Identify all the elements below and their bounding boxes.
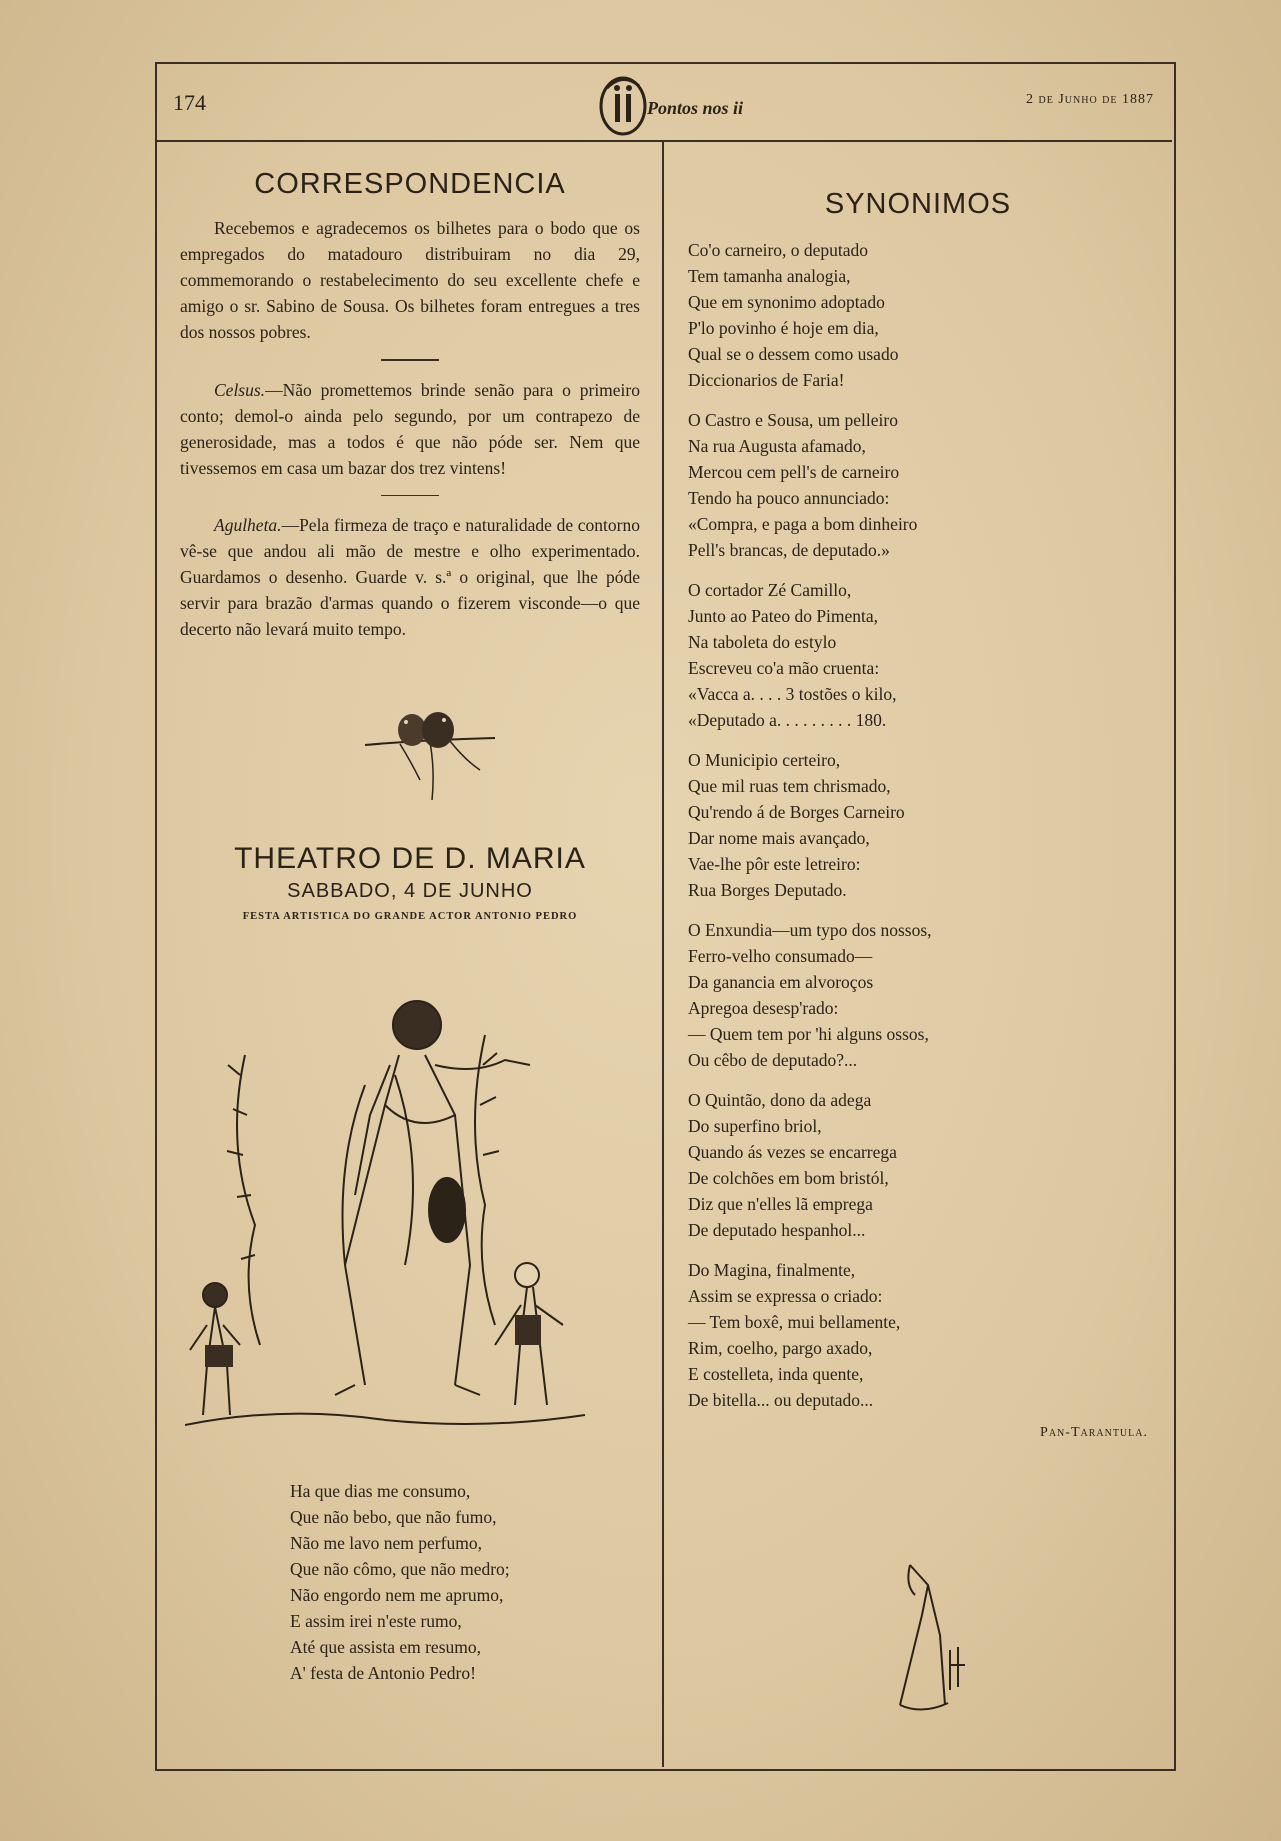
verse-line: Da ganancia em alvoroços [688, 972, 874, 992]
verse-line: Do superfino briol, [688, 1116, 822, 1136]
correspondencia-paragraph-celsus [180, 377, 640, 481]
poem-line: E assim irei n'este rumo, [290, 1611, 462, 1631]
poem-line: A' festa de Antonio Pedro! [290, 1663, 476, 1683]
theatre-title: THEATRO DE D. MARIA [234, 842, 586, 875]
verse-line: Mercou cem pell's de carneiro [688, 462, 900, 482]
verse-line: De colchões em bom bristól, [688, 1168, 889, 1188]
poem-block [290, 1478, 510, 1686]
hooded-figure-illustration [870, 1555, 980, 1715]
celsus-text: —Não promettemos brinde senão para o primeiro conto; demol-o ainda pelo segundo, por um contrapezo de generosidade, mas a todos é que não póde ser. Nem que tivessemos em casa um bazar dos trez vintens! [180, 379, 640, 478]
verse-line: Pell's brancas, de deputado.» [688, 540, 890, 560]
page-number: 174 [173, 90, 206, 115]
synonimos-title: SYNONIMOS [824, 188, 1012, 220]
verse-line: Vae-lhe pôr este letreiro: [688, 854, 861, 874]
verse-line: Dar nome mais avançado, [688, 828, 870, 848]
verse-line: Que em synonimo adoptado [688, 292, 885, 312]
synonimos-poem [688, 237, 1148, 1413]
verse-line: — Tem boxê, mui bellamente, [688, 1312, 901, 1332]
correspondencia-title: CORRESPONDENCIA [254, 168, 566, 200]
verse-line: Rua Borges Deputado. [688, 880, 847, 900]
masthead-logo [585, 68, 755, 138]
correspondencia-paragraph-agulheta [180, 512, 640, 642]
verse-line: De deputado hespanhol... [688, 1220, 866, 1240]
verse-line: Diccionarios de Faria! [688, 370, 845, 390]
verse-line: «Vacca a. . . . 3 tostões o kilo, [688, 684, 897, 704]
left-column [180, 150, 640, 642]
stanza [688, 917, 1148, 1073]
poem-line: Não engordo nem me aprumo, [290, 1585, 504, 1605]
masthead-text: Pontos nos ii [647, 98, 744, 118]
stanza [688, 1257, 1148, 1413]
theatre-date: SABBADO, 4 DE JUNHO [287, 880, 533, 902]
verse-line: Junto ao Pateo do Pimenta, [688, 606, 879, 626]
verse-line: O cortador Zé Camillo, [688, 580, 852, 600]
header-date: 2 de Junho de 1887 [1026, 92, 1154, 107]
verse-line: O Enxundia—um typo dos nossos, [688, 920, 932, 940]
verse-line: Assim se expressa o criado: [688, 1286, 883, 1306]
verse-line: Quando ás vezes se encarrega [688, 1142, 897, 1162]
verse-line: Qu'rendo á de Borges Carneiro [688, 802, 905, 822]
verse-line: O Municipio certeiro, [688, 750, 841, 770]
verse-line: O Quintão, dono da adega [688, 1090, 872, 1110]
right-column [688, 150, 1148, 1441]
verse-line: Apregoa desesp'rado: [688, 998, 839, 1018]
column-divider [662, 140, 664, 1767]
verse-line: Escreveu co'a mão cruenta: [688, 658, 880, 678]
verse-line: Do Magina, finalmente, [688, 1260, 856, 1280]
verse-line: Ferro-velho consumado— [688, 946, 873, 966]
poem-line: Não me lavo nem perfumo, [290, 1533, 482, 1553]
verse-line: Diz que n'elles lã emprega [688, 1194, 873, 1214]
section-rule [381, 495, 439, 497]
verse-line: Ou cêbo de deputado?... [688, 1050, 858, 1070]
stanza [688, 747, 1148, 903]
verse-line: Qual se o dessem como usado [688, 344, 899, 364]
verse-line: Co'o carneiro, o deputado [688, 240, 869, 260]
agulheta-text: —Pela firmeza de traço e naturalidade de contorno vê-se que andou ali mão de mestre e olho experimentado. Guardamos o desenho. Guarde v. s.ª o original, que lhe póde servir para brazão d'armas quando o fizerem visconde—o que decerto não levará muito tempo. [180, 515, 640, 639]
birds-on-branch-illustration [360, 700, 500, 810]
verse-line: P'lo povinho é hoje em dia, [688, 318, 879, 338]
theatre-note: FESTA ARTISTICA DO GRANDE ACTOR ANTONIO PEDRO [242, 911, 578, 922]
verse-line: De bitella... ou deputado... [688, 1390, 874, 1410]
verse-line: Tendo ha pouco annunciado: [688, 488, 890, 508]
agulheta-name: Agulheta. [214, 515, 282, 535]
verse-line: «Deputado a. . . . . . . . . 180. [688, 710, 887, 730]
verse-line: Tem tamanha analogia, [688, 266, 851, 286]
stanza [688, 1087, 1148, 1243]
verse-line: Que mil ruas tem chrismado, [688, 776, 891, 796]
poem-line: Que não cômo, que não medro; [290, 1559, 510, 1579]
signature: Pan-Tarantula. [1040, 1425, 1148, 1440]
theatre-block [180, 842, 640, 922]
section-rule [381, 359, 439, 361]
page-header [155, 62, 1172, 142]
celsus-name: Celsus. [214, 379, 266, 400]
caricature-illustration [185, 965, 650, 1435]
verse-line: «Compra, e paga a bom dinheiro [688, 514, 918, 534]
verse-line: Na rua Augusta afamado, [688, 436, 866, 456]
verse-line: — Quem tem por 'hi alguns ossos, [688, 1024, 929, 1044]
poem-line: Que não bebo, que não fumo, [290, 1507, 497, 1527]
stanza [688, 237, 1148, 393]
correspondencia-paragraph-1: Recebemos e agradecemos os bilhetes para o bodo que os empregados do matadouro distribuiram no dia 29, commemorando o restabelecimento do seu excellente chefe e amigo o sr. Sabino de Sousa. Os bilhetes foram entregues a tres dos nossos pobres. [180, 218, 640, 342]
verse-line: Na taboleta do estylo [688, 632, 837, 652]
verse-line: E costelleta, inda quente, [688, 1364, 864, 1384]
poem-line: Até que assista em resumo, [290, 1637, 481, 1657]
stanza [688, 577, 1148, 733]
stanza [688, 407, 1148, 563]
verse-line: O Castro e Sousa, um pelleiro [688, 410, 898, 430]
verse-line: Rim, coelho, pargo axado, [688, 1338, 873, 1358]
poem-line: Ha que dias me consumo, [290, 1481, 471, 1501]
